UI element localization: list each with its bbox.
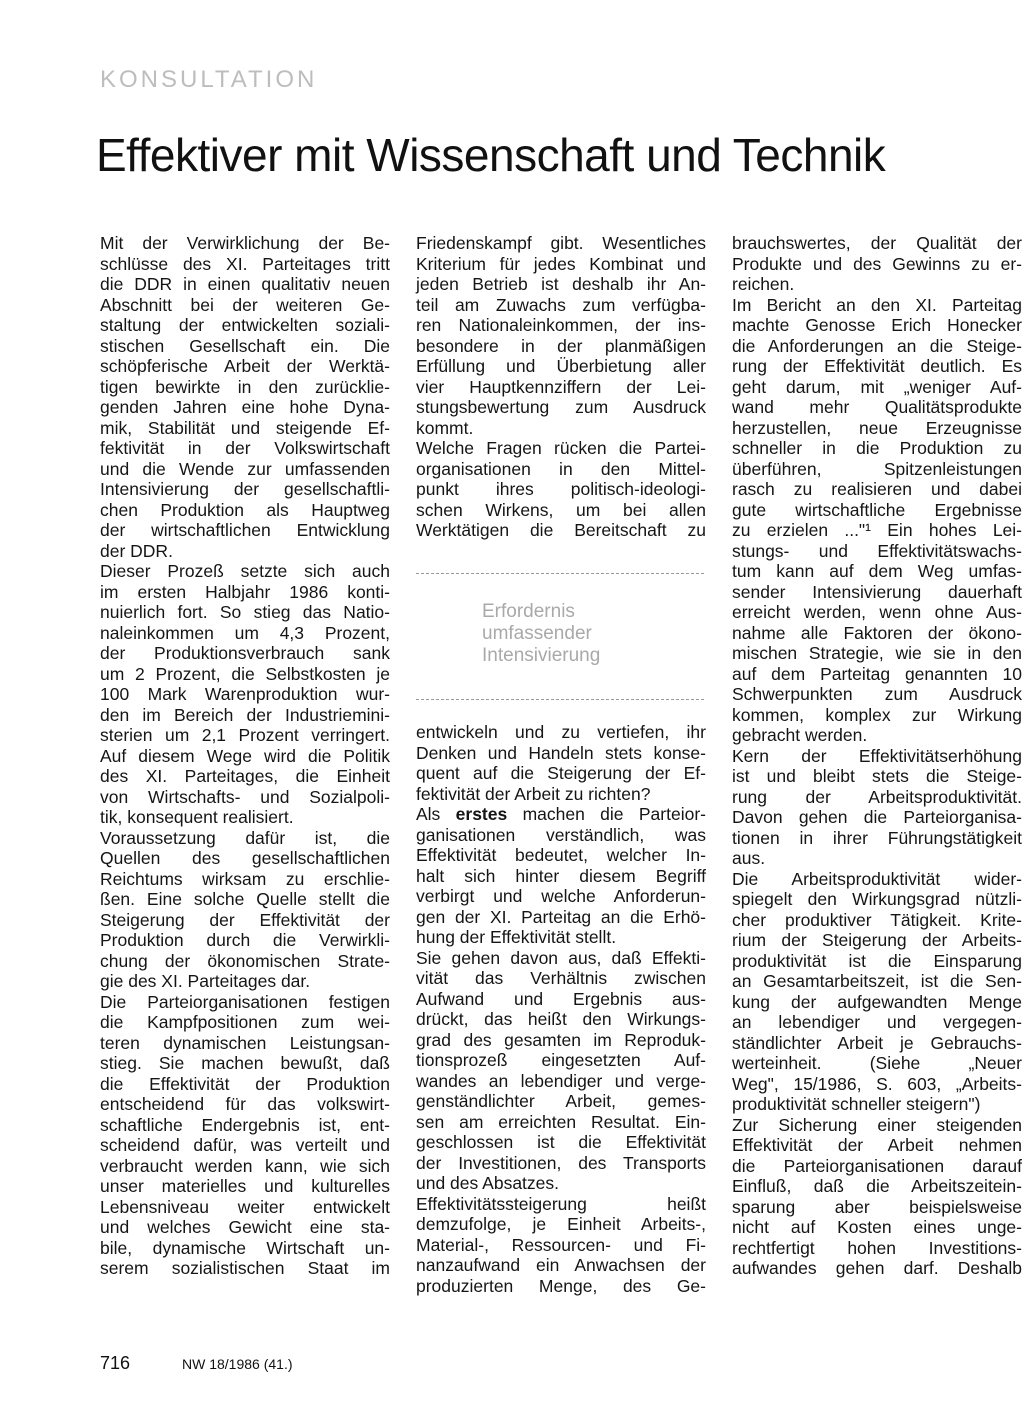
text-line: fektivität in der Volkswirtschaft: [100, 438, 390, 458]
text-line: fektivität der Arbeit zu richten?: [416, 783, 651, 804]
text-line: tionsprozeß eingesetzten Auf-: [416, 1050, 706, 1070]
text-line: halt sich hinter diesem Begriff: [416, 865, 706, 886]
text-line: nicht auf Kosten eines unge-: [732, 1217, 1022, 1237]
text-line: der Investitionen, des Transports: [416, 1152, 706, 1173]
text-line: spiegelt den Wirkungsgrad nützli-: [732, 889, 1022, 909]
text-line: nanzaufwand ein Anwachsen der: [416, 1255, 706, 1275]
pull-quote-box: [410, 573, 710, 701]
article-column-2: [416, 233, 706, 541]
text-line: und die Wende zur umfassenden: [100, 458, 390, 479]
text-line: chung der ökonomischen Strate-: [100, 950, 390, 971]
text-line: rechtfertigt hohen Investitions-: [732, 1237, 1022, 1258]
text-line: geht darum, mit „weniger Auf-: [732, 376, 1022, 397]
text-line: teil am Zuwachs zum verfügba-: [416, 294, 706, 315]
article-column-2-bottom: [416, 722, 706, 1296]
text-line: jeden Betrieb ist deshalb ihr An-: [416, 274, 706, 294]
text-line: der Produktionsverbrauch sank: [100, 643, 390, 663]
text-line: Zur Sicherung einer steigenden: [732, 1114, 1022, 1135]
text-line: kommt.: [416, 417, 474, 438]
text-line: stieg. Sie machen bewußt, daß: [100, 1053, 390, 1073]
text-line: 100 Mark Warenproduktion wur-: [100, 684, 390, 704]
text-line: ist und bleibt stets die Steige-: [732, 766, 1022, 786]
text-line: kommen, komplex zur Wirkung: [732, 704, 1022, 725]
text-line: den im Bereich der Industriemini-: [100, 704, 390, 725]
text-line: schen Wirkens, um bei allen: [416, 499, 706, 520]
text-line: entwickeln und zu vertiefen, ihr: [416, 722, 706, 742]
text-line: quent auf die Steigerung der Ef-: [416, 763, 706, 783]
text-line: scheidend dafür, was verteilt und: [100, 1135, 390, 1155]
text-line: Dieser Prozeß setzte sich auch: [100, 561, 390, 581]
text-line: auf dem Parteitag genannten 10: [732, 663, 1022, 684]
text-line: nuierlich fort. So stieg das Natio-: [100, 602, 390, 622]
text-line: entscheidend für das volkswirt-: [100, 1094, 390, 1114]
text-line: gebracht werden.: [732, 725, 868, 745]
text-line: im ersten Halbjahr 1986 konti-: [100, 581, 390, 602]
text-line: die Effektivität der Produktion: [100, 1073, 390, 1094]
text-line: Friedenskampf gibt. Wesentliches: [416, 233, 706, 253]
text-line: von Wirtschafts- und Sozialpoli-: [100, 786, 390, 807]
pull-quote-line: Intensivierung: [482, 645, 601, 666]
text-line: herzustellen, neue Erzeugnisse: [732, 417, 1022, 438]
article-column-2-top: [416, 233, 706, 541]
text-line: ßen. Eine solche Quelle stellt die: [100, 889, 390, 909]
text-line: der DDR.: [100, 540, 173, 561]
text-line: nahme alle Faktoren der ökono-: [732, 622, 1022, 643]
text-line: reichen.: [732, 274, 795, 294]
text-line: vier Hauptkennziffern der Lei-: [416, 376, 706, 397]
text-line: genden Jahren eine hohe Dyna-: [100, 397, 390, 417]
text-line: stischen Gesellschaft ein. Die: [100, 335, 390, 356]
emphasis: erstes: [455, 804, 508, 824]
section-label: KONSULTATION: [100, 66, 318, 93]
text-line: um 2 Prozent, die Selbstkosten je: [100, 663, 390, 684]
text-line: machte Genosse Erich Honecker: [732, 315, 1022, 335]
text-line: sparung aber beispielsweise: [732, 1196, 1022, 1217]
text-line: Material-, Ressourcen- und Fi-: [416, 1234, 706, 1255]
text-line: Weg", 15/1986, S. 603, „Arbeits-: [732, 1073, 1022, 1094]
text-line: brauchswertes, der Qualität der: [732, 233, 1022, 253]
text-line: rung der Effektivität deutlich. Es: [732, 356, 1022, 376]
text-line: rung der Arbeitsproduktivität.: [732, 786, 1022, 807]
text-line: rasch zu realisieren und dabei: [732, 479, 1022, 499]
text-line: mik, Stabilität und steigende Ef-: [100, 417, 390, 438]
text-line: tum kann auf dem Weg umfas-: [732, 561, 1022, 581]
text-line: Lebensniveau weiter entwickelt: [100, 1196, 390, 1217]
text-line: verbirgt und welche Anforderun-: [416, 886, 706, 906]
pull-quote-line: Erfordernis: [482, 601, 575, 622]
text-line: Effektivitätssteigerung heißt: [416, 1193, 706, 1214]
text-line: Intensivierung der gesellschaftli-: [100, 479, 390, 499]
text-line: Schwerpunkten zum Ausdruck: [732, 684, 1022, 704]
text-line: der wirtschaftlichen Entwicklung: [100, 520, 390, 540]
text-line: punkt ihres politisch-ideologi-: [416, 479, 706, 499]
article-column-3: [732, 233, 1022, 1279]
text-line: Werktätigen die Bereitschaft zu: [416, 520, 706, 540]
text-line: hung der Effektivität stellt.: [416, 927, 617, 947]
text-line: produktivität schneller steigern"): [732, 1094, 981, 1114]
text-line: wandes an lebendiger und verge-: [416, 1070, 706, 1091]
text-line: werteinheit. (Siehe „Neuer: [732, 1053, 1022, 1073]
text-line: Erfüllung und Überbietung aller: [416, 356, 706, 376]
text-line: sender Intensivierung dauerhaft: [732, 581, 1022, 602]
text-line: besondere in der planmäßigen: [416, 335, 706, 356]
issue-reference: NW 18/1986 (41.): [182, 1356, 293, 1372]
text-line: Kern der Effektivitätserhöhung: [732, 745, 1022, 766]
pull-quote-top-rule: [416, 573, 704, 574]
text-line: cher produktiver Tätigkeit. Krite-: [732, 909, 1022, 930]
text-line: produzierten Menge, des Ge-: [416, 1275, 706, 1296]
pull-quote-line: umfassender: [482, 623, 592, 644]
text-line: sen am erreichten Resultat. Ein-: [416, 1111, 706, 1132]
text-line: Auf diesem Wege wird die Politik: [100, 745, 390, 766]
text-line: Die Arbeitsproduktivität wider-: [732, 868, 1022, 889]
text-line: chen Produktion als Hauptweg: [100, 499, 390, 520]
text-line: teren dynamischen Leistungsan-: [100, 1032, 390, 1053]
text-line: Produkte und des Gewinns zu er-: [732, 253, 1022, 274]
text-line: Sie gehen davon aus, daß Effekti-: [416, 947, 706, 968]
text-line: die DDR in einen qualitativ neuen: [100, 274, 390, 294]
text-line: zu erzielen ..."¹ Ein hohes Lei-: [732, 520, 1022, 540]
text-line: vität das Verhältnis zwischen: [416, 968, 706, 988]
text-line: Mit der Verwirklichung der Be-: [100, 233, 390, 253]
pull-quote-bottom-rule: [416, 699, 704, 700]
text-line: ständlichter Arbeit je Gebrauchs-: [732, 1032, 1022, 1053]
text-line: aus.: [732, 848, 766, 868]
text-line: schneller in die Produktion zu: [732, 438, 1022, 458]
text-line: gute wirtschaftliche Ergebnisse: [732, 499, 1022, 520]
text-line: gie des XI. Parteitages dar.: [100, 971, 311, 991]
text-line: Steigerung der Effektivität der: [100, 909, 390, 930]
text-line: Welche Fragen rücken die Partei-: [416, 438, 706, 458]
text-line: an lebendiger und vergegen-: [732, 1012, 1022, 1032]
text-line: Kriterium für jedes Kombinat und: [416, 253, 706, 274]
text-line: schöpferische Arbeit der Werktä-: [100, 356, 390, 376]
text-line: unser materielles und kulturelles: [100, 1176, 390, 1196]
article-column-1: [100, 233, 390, 1279]
text-line: verbraucht werden kann, wie sich: [100, 1155, 390, 1176]
text-line: stungs- und Effektivitätswachs-: [732, 540, 1022, 561]
text-line: mischen Strategie, wie sie in den: [732, 643, 1022, 663]
text-line: Effektivität bedeutet, welcher In-: [416, 845, 706, 865]
text-line: Quellen des gesellschaftlichen: [100, 848, 390, 868]
pull-quote-text: [482, 601, 600, 667]
text-line: tik, konsequent realisiert.: [100, 807, 294, 827]
text-line: die Kampfpositionen zum wei-: [100, 1012, 390, 1032]
text-line: tigen bewirkte in den zurücklie-: [100, 376, 390, 397]
text-line: grad des gesamten im Reproduk-: [416, 1029, 706, 1050]
text-line: demzufolge, je Einheit Arbeits-,: [416, 1214, 706, 1234]
text-line: schaftliche Endergebnis ist, ent-: [100, 1114, 390, 1135]
text-line: ganisationen verständlich, was: [416, 824, 706, 845]
text-line: die Parteiorganisationen darauf: [732, 1155, 1022, 1176]
text-line: organisationen in den Mittel-: [416, 458, 706, 479]
text-line: und des Absatzes.: [416, 1173, 560, 1193]
text-line: Voraussetzung dafür ist, die: [100, 827, 390, 848]
text-line: Einfluß, daß die Arbeitszeitein-: [732, 1176, 1022, 1196]
text-line: genständlichter Arbeit, gemes-: [416, 1091, 706, 1111]
text-line: serem sozialistischen Staat im: [100, 1258, 390, 1278]
text-line: Im Bericht an den XI. Parteitag: [732, 294, 1022, 315]
text-line: sterien um 2,1 Prozent verringert.: [100, 725, 390, 745]
text-line: staltung der entwickelten soziali-: [100, 315, 390, 335]
text-line: Produktion durch die Verwirkli-: [100, 930, 390, 950]
text-line: Abschnitt bei der weiteren Ge-: [100, 294, 390, 315]
text-line: Die Parteiorganisationen festigen: [100, 991, 390, 1012]
text-line: kung der aufgewandten Menge: [732, 991, 1022, 1012]
text-line: die Anforderungen an die Steige-: [732, 335, 1022, 356]
text-line: geschlossen ist die Effektivität: [416, 1132, 706, 1152]
text-line: des XI. Parteitages, die Einheit: [100, 766, 390, 786]
text-line: wand mehr Qualitätsprodukte: [732, 397, 1022, 417]
text-line: tionen in ihrer Führungstätigkeit: [732, 827, 1022, 848]
text-line: schlüsse des XI. Parteitages tritt: [100, 253, 390, 274]
text-line: an Gesamtarbeitszeit, ist die Sen-: [732, 971, 1022, 991]
text-line: naleinkommen um 4,3 Prozent,: [100, 622, 390, 643]
page-number: 716: [100, 1353, 131, 1373]
text-line: Als erstes machen die Parteior-: [416, 804, 706, 824]
text-line: bile, dynamische Wirtschaft un-: [100, 1237, 390, 1258]
text-line: gen der XI. Parteitag an die Erhö-: [416, 906, 706, 927]
text-line: rium der Steigerung der Arbeits-: [732, 930, 1022, 950]
text-line: Reichtums wirksam zu erschlie-: [100, 868, 390, 889]
text-line: aufwandes gehen darf. Deshalb: [732, 1258, 1022, 1278]
text-line: produktivität ist die Einsparung: [732, 950, 1022, 971]
text-line: Aufwand und Ergebnis aus-: [416, 988, 706, 1009]
text-line: drückt, das heißt den Wirkungs-: [416, 1009, 706, 1029]
text-line: Davon gehen die Parteiorganisa-: [732, 807, 1022, 827]
text-line: stungsbewertung zum Ausdruck: [416, 397, 706, 417]
text-line: und welches Gewicht eine sta-: [100, 1217, 390, 1237]
text-line: Effektivität der Arbeit nehmen: [732, 1135, 1022, 1155]
text-line: überführen, Spitzenleistungen: [732, 458, 1022, 479]
text-line: erreicht werden, wenn ohne Aus-: [732, 602, 1022, 622]
article-headline: Effektiver mit Wissenschaft und Technik: [96, 129, 886, 181]
text-line: ren Nationaleinkommen, der ins-: [416, 315, 706, 335]
text-line: Denken und Handeln stets konse-: [416, 742, 706, 763]
